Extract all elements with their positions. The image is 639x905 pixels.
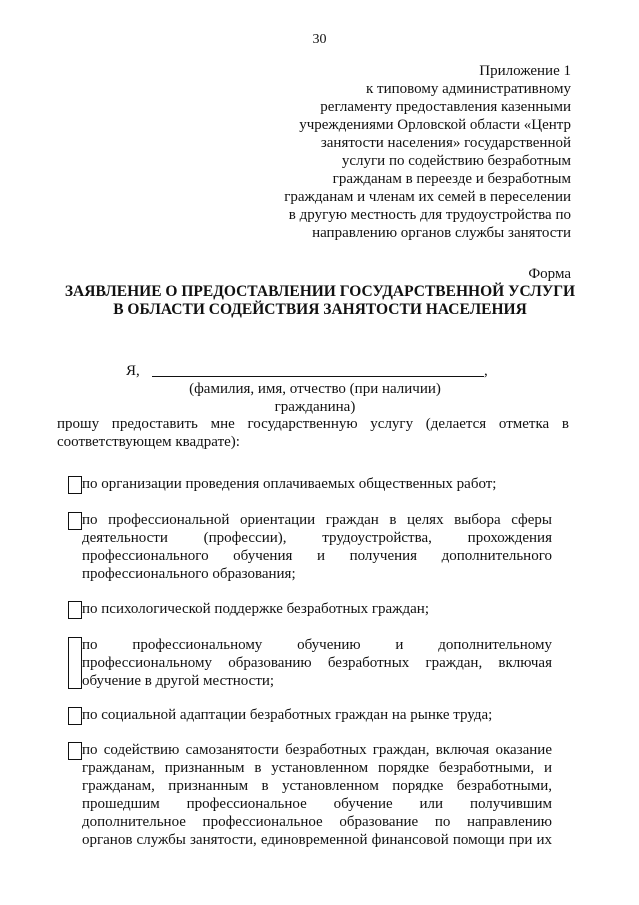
hint-line-1: (фамилия, имя, отчество (при наличии): [189, 381, 441, 397]
option-checkbox[interactable]: [68, 476, 82, 494]
option-self-employment: [68, 741, 552, 849]
appendix-line: в другую местность для трудоустройства по: [288, 207, 571, 223]
applicant-name-field[interactable]: [152, 376, 484, 377]
option-text: по профессиональному обучению и дополнительному профессиональному образованию безработных граждан, включая обучение в другой местности;: [82, 637, 552, 689]
title-line-1: ЗАЯВЛЕНИЕ О ПРЕДОСТАВЛЕНИИ ГОСУДАРСТВЕННОЙ УСЛУГИ: [64, 283, 576, 300]
title-line-2: В ОБЛАСТИ СОДЕЙСТВИЯ ЗАНЯТОСТИ НАСЕЛЕНИЯ: [113, 301, 527, 318]
option-checkbox[interactable]: [68, 742, 82, 760]
option-text: по психологической поддержке безработных граждан;: [82, 601, 429, 617]
appendix-line: Приложение 1: [479, 63, 571, 79]
appendix-block: [271, 62, 571, 242]
appendix-line: направлению органов службы занятости: [312, 225, 571, 241]
option-text: по организации проведения оплачиваемых общественных работ;: [82, 476, 497, 492]
option-checkbox[interactable]: [68, 601, 82, 619]
form-label: Форма: [528, 266, 571, 282]
page-number: 30: [312, 32, 327, 47]
option-career-guidance: [68, 511, 552, 583]
document-title: [40, 283, 600, 319]
appendix-line: занятости населения» государственной: [320, 135, 571, 151]
option-public-works: [68, 475, 552, 493]
appendix-line: гражданам в переезде и безработным: [332, 171, 571, 187]
appendix-line: к типовому административному: [365, 81, 571, 97]
appendix-line: услуги по содействию безработным: [341, 153, 571, 169]
option-text: по профессиональной ориентации граждан в целях выбора сферы деятельности (профессии), трудоустройства, прохождения профессионального обучения и получения дополнительного профессионального образования;: [82, 512, 552, 582]
request-text: прошу предоставить мне государственную услугу (делается отметка в соответствующем квадрате):: [57, 416, 569, 450]
applicant-prefix: Я,: [126, 363, 140, 379]
applicant-suffix: ,: [484, 363, 488, 379]
appendix-line: учреждениями Орловской области «Центр: [299, 117, 571, 133]
option-text: по социальной адаптации безработных граждан на рынке труда;: [82, 707, 493, 723]
option-social-adaptation: [68, 706, 552, 724]
appendix-line: гражданам и членам их семей в переселении: [284, 189, 571, 205]
hint-line-2: гражданина): [274, 399, 356, 415]
option-checkbox[interactable]: [68, 637, 82, 689]
option-psychological-support: [68, 600, 552, 618]
appendix-line: регламенту предоставления казенными: [320, 99, 571, 115]
option-checkbox[interactable]: [68, 512, 82, 530]
applicant-name-hint: [160, 380, 470, 416]
option-professional-training: [68, 636, 552, 690]
option-text: по содействию самозанятости безработных граждан, включая оказание гражданам, признанным в установленном порядке безработными, и гражданам, признанным в установленном порядке безработными, прошедшим профессиональное обучение или получившим дополнительное профессиональное образование по направлению органов службы занятости, единовременной финансовой помощи при их: [82, 742, 552, 848]
option-checkbox[interactable]: [68, 707, 82, 725]
